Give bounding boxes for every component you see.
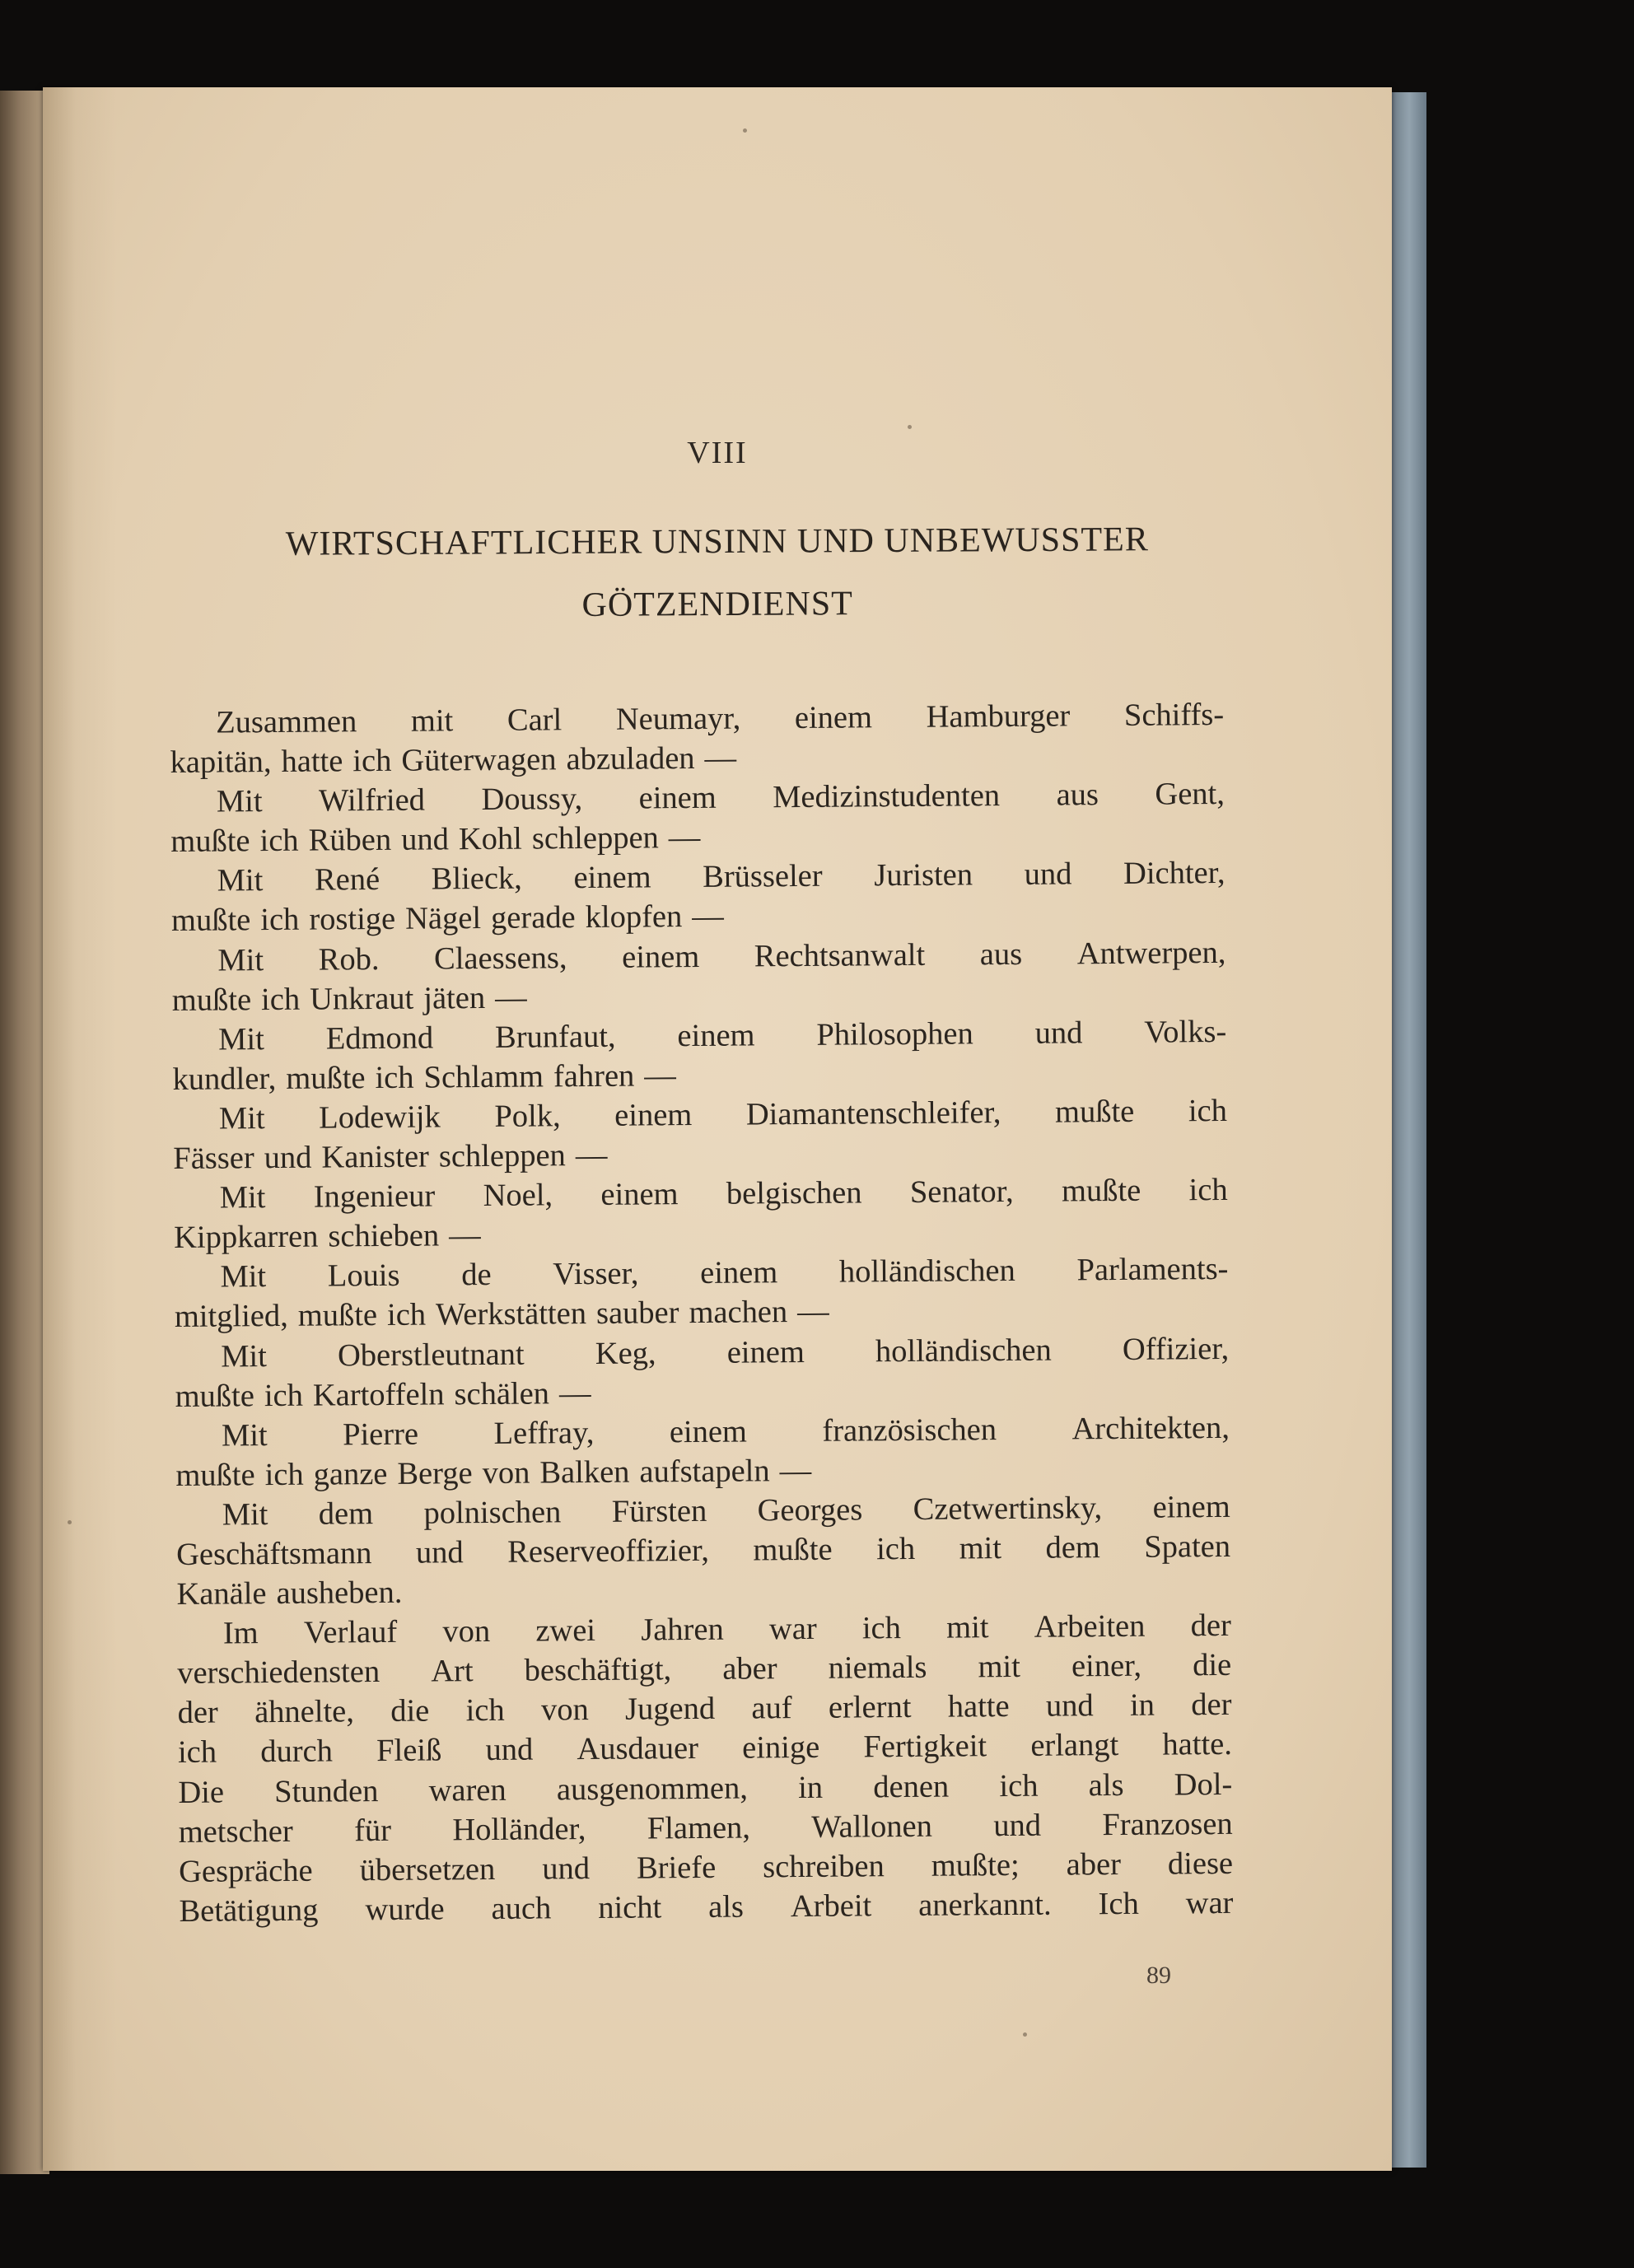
word: denen [873,1769,950,1804]
word: und [1045,1688,1094,1724]
chapter-title-line: WIRTSCHAFTLICHER UNSINN UND UNBEWUSSTER [285,520,1149,563]
word: Carl [507,702,563,738]
word: von [442,1614,491,1650]
word: Pierre [342,1416,419,1453]
book-page [43,87,1392,2171]
text-line [170,695,1224,743]
word: einem [700,1255,778,1291]
word: — [779,1453,812,1488]
word: Oberstleutnant [337,1337,525,1373]
word: ich [259,824,299,859]
word: mußte [286,1060,366,1096]
word: mußte [170,824,250,860]
word: einem [614,1097,693,1133]
word: belgischen [726,1175,862,1211]
word: einem [621,939,700,975]
word: Juristen [874,857,973,894]
word: Keg, [595,1335,656,1371]
word: von [482,1455,530,1491]
word: Offizier, [1122,1331,1230,1367]
word: Holländer, [452,1811,586,1847]
word: Franzosen [1102,1806,1233,1842]
word: — [704,740,737,776]
word: mit [959,1531,1002,1566]
word: ausheben. [276,1575,403,1612]
word: Claessens, [433,940,567,977]
word: Mit [217,863,264,898]
word: Zusammen [216,704,357,740]
text-line [176,1527,1230,1575]
text-line [175,1408,1230,1456]
word: Mit [218,1101,265,1136]
word: Philosophen [816,1016,973,1052]
word: hatte [947,1689,1010,1724]
word: hatte [281,744,343,780]
word: ich [260,903,300,938]
word: mit [410,703,454,739]
word: Mit [217,942,264,978]
word: Noel, [483,1178,553,1214]
word: Fertigkeit [863,1729,987,1765]
word: ich [465,1693,505,1729]
word: Kippkarren [173,1219,319,1256]
word: zwei [535,1613,596,1649]
word: Edmond [325,1020,434,1057]
word: in [797,1770,824,1805]
word: als [1088,1767,1124,1803]
word: einer, [1071,1649,1142,1684]
word: durch [260,1734,334,1770]
word: ich [177,1735,217,1771]
word: — [575,1137,608,1174]
word: — [558,1375,591,1411]
word: mußte [171,982,252,1018]
word: Berge [397,1455,473,1491]
paper-speck [743,128,747,133]
word: Flamen, [647,1810,751,1846]
word: mußte [170,903,251,939]
word: schleppen [531,820,659,856]
word: Arbeit [790,1888,872,1924]
word: Rüben [308,823,392,858]
word: Briefe [636,1850,717,1886]
word: mit [978,1650,1021,1685]
word: und [415,1535,464,1570]
word: Fürsten [611,1493,707,1529]
word: Wallonen [811,1808,933,1845]
word: Arbeiten [1034,1608,1146,1645]
word: schälen [454,1375,550,1412]
word: Georges [757,1492,863,1528]
word: ich [999,1768,1039,1804]
word: Volks- [1144,1014,1227,1050]
word: Brunfaut, [494,1019,616,1055]
word: einem [726,1334,805,1370]
paper-speck [908,425,912,429]
text-line [174,1170,1228,1218]
word: René [314,862,380,898]
word: Parlaments- [1076,1252,1229,1288]
word: Mit [222,1496,268,1533]
word: aber [722,1651,777,1687]
paper-speck [1023,2032,1027,2037]
word: schleppen [438,1138,567,1174]
word: Schlamm [423,1059,544,1095]
word: einem [669,1414,748,1449]
word: de [461,1258,492,1293]
word: Die [178,1775,225,1810]
word: französischen [822,1412,997,1449]
word: einem [1152,1489,1230,1525]
word: Diamantenschleifer, [745,1095,1001,1132]
word: Mit [219,1180,266,1216]
word: ausgenommen, [556,1771,749,1807]
text-line [172,1012,1226,1060]
word: Medizinstudenten [773,778,1001,815]
word: Gespräche [178,1853,313,1889]
word: mußte [175,1378,255,1414]
word: mit [945,1610,989,1645]
word: Mit [218,1021,265,1057]
word: Leffray, [493,1415,595,1451]
word: und [264,1140,312,1176]
word: einige [742,1730,820,1766]
word: holländischen [875,1332,1052,1369]
word: in [1129,1687,1155,1724]
word: — [644,1058,676,1094]
word: ich [260,982,301,1017]
word: einem [573,860,651,896]
word: rostige [309,902,396,938]
word: für [353,1813,392,1848]
word: von [540,1692,589,1728]
word: Ausdauer [577,1731,699,1767]
word: Rob. [318,941,380,978]
word: ich [1188,1173,1228,1208]
word: auch [491,1891,552,1926]
text-line [178,1724,1232,1772]
word: Kanäle [176,1576,267,1612]
word: Antwerpen, [1076,935,1226,971]
word: die [390,1693,430,1729]
word: polnischen [423,1495,562,1531]
word: Doussy, [481,782,583,818]
word: Ich [1098,1886,1139,1922]
word: — [448,1218,481,1253]
word: und [993,1808,1042,1843]
word: dem [318,1496,374,1532]
word: mußte [297,1298,378,1334]
word: übersetzen [359,1851,496,1888]
word: jäten [423,980,486,1016]
word: einem [600,1177,679,1213]
word: und [542,1850,591,1887]
word: mußte; [931,1847,1020,1883]
word: niemals [828,1650,927,1687]
word: ich [264,1378,304,1413]
word: waren [428,1772,507,1808]
text-line [173,1091,1227,1139]
word: wurde [365,1892,445,1927]
word: mitglied, [174,1299,288,1335]
paper-speck [68,1520,72,1524]
word: gerade [490,900,576,936]
word: aus [979,936,1023,972]
word: ich [352,743,392,779]
word: Verlauf [303,1615,398,1650]
word: aber [1066,1846,1122,1883]
word: einem [677,1018,755,1053]
word: abzuladen [566,741,695,777]
chapter-title [43,507,1393,640]
word: mußte [753,1532,833,1568]
word: und [485,1733,534,1768]
word: Balken [539,1454,630,1491]
word: Wilfried [318,782,426,819]
text-line [179,1844,1233,1892]
word: ich [264,1457,304,1492]
word: Art [431,1654,474,1689]
word: war [768,1612,817,1647]
word: ich [861,1611,902,1646]
text-line [170,774,1225,822]
word: fahren [553,1058,635,1094]
word: Louis [327,1258,400,1294]
word: hatte. [1162,1727,1233,1763]
word: ich [386,1297,427,1333]
text-line [179,1883,1233,1931]
word: Polk, [494,1099,561,1134]
word: Stunden [274,1773,379,1809]
page-number: 89 [1146,1962,1171,1989]
word: ich [375,1060,414,1095]
word: Güterwagen [401,742,557,778]
word: und [400,822,450,858]
word: nicht [598,1890,662,1925]
word: aus [1056,777,1099,813]
word: Czetwertinsky, [913,1491,1103,1527]
word: schreiben [763,1848,885,1885]
word: und [1034,1015,1083,1051]
word: Kartoffeln [312,1377,445,1413]
word: ähnelte, [254,1694,355,1730]
word: Nägel [404,901,482,937]
word: diese [1167,1846,1234,1882]
word: mußte [1054,1094,1135,1130]
word: dem [1045,1530,1100,1566]
word: kundler, [172,1061,277,1097]
word: kapitän, [170,744,272,781]
chapter-number: VIII [687,436,748,470]
word: — [668,820,701,856]
word: als [707,1889,745,1925]
word: war [1185,1885,1234,1921]
word: mußte [175,1457,255,1493]
word: beschäftigt, [524,1652,672,1688]
word: Gent, [1155,777,1226,812]
word: Hamburger [926,698,1071,735]
word: der [177,1695,218,1731]
word: Reserveoffizier, [507,1533,710,1570]
word: und [1024,856,1072,893]
word: Kohl [458,821,523,857]
word: metscher [178,1813,293,1850]
word: Ingenieur [313,1178,436,1215]
word: Mit [221,1417,268,1454]
word: Geschäftsmann [175,1536,372,1572]
word: Fässer [173,1141,254,1177]
word: — [494,980,527,1015]
word: Lodewijk [319,1099,441,1136]
word: — [797,1295,829,1330]
word: der [1190,1608,1231,1644]
previous-page-edge [0,91,49,2174]
word: Jahren [641,1612,724,1648]
word: mußte [1061,1173,1141,1209]
word: anerkannt. [918,1887,1052,1923]
word: schieben [328,1218,440,1254]
word: der [1191,1687,1232,1723]
word: Jugend [624,1692,716,1728]
word: Senator, [909,1174,1014,1211]
word: Kanister [321,1139,430,1175]
word: Fleiß [376,1733,442,1769]
word: ganze [313,1456,388,1492]
word: verschiedensten [177,1654,380,1692]
word: Unkraut [309,981,414,1017]
word: machen [689,1295,788,1331]
word: klopfen [585,899,683,936]
word: einem [794,700,873,736]
word: sauber [595,1295,679,1332]
word: Visser, [553,1256,639,1292]
word: erlernt [828,1690,912,1726]
word: Neumayr, [615,701,741,737]
word: Dichter, [1123,856,1226,892]
book-cover-edge [1392,92,1426,2168]
word: einem [638,780,717,816]
word: Blieck, [431,861,523,897]
word: Dol- [1174,1766,1233,1802]
word: Mit [220,1259,267,1295]
word: holländischen [838,1253,1015,1290]
word: Architekten, [1071,1410,1230,1447]
word: Werkstätten [435,1296,587,1332]
chapter-title-line: GÖTZENDIENST [581,585,853,624]
word: die [1192,1648,1232,1683]
word: Mit [216,784,263,819]
word: — [692,899,724,935]
word: ich [875,1531,916,1567]
word: Schiffs- [1123,697,1225,733]
word: Brüsseler [703,859,823,895]
word: ich [1188,1093,1228,1129]
word: erlangt [1030,1728,1119,1764]
word: Betätigung [179,1892,319,1929]
word: Spaten [1144,1528,1231,1565]
word: Rechtsanwalt [754,937,926,973]
text-line [171,853,1226,901]
word: Mit [221,1338,268,1374]
word: auf [751,1691,792,1726]
word: aufstapeln [639,1454,770,1490]
word: Im [222,1616,259,1651]
body-text [170,695,1234,1931]
